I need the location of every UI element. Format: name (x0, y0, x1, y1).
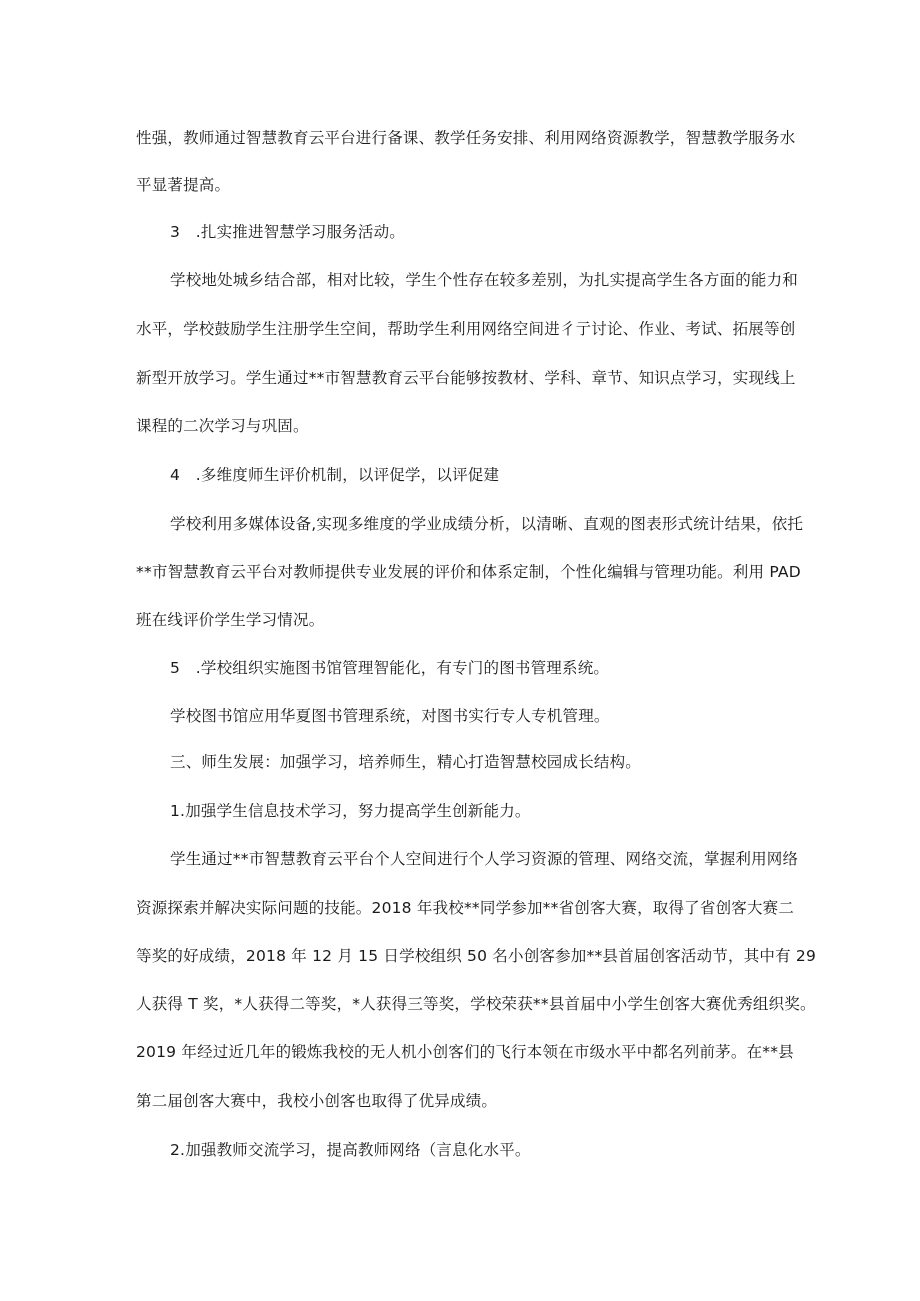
text-line: 平显著提高。 (136, 176, 231, 194)
section-heading: 2.加强教师交流学习，提高教师网络（言息化水平。 (170, 1141, 531, 1159)
section-heading: 三、师生发展：加强学习，培养师生，精心打造智慧校园成长结构。 (170, 753, 642, 771)
text-line: 水平，学校鼓励学生注册学生空间，帮助学生利用网络空间进彳亍讨论、作业、考试、拓展等创 (136, 320, 796, 338)
text-line: 学校图书馆应用华夏图书管理系统，对图书实行专人专机管理。 (170, 707, 610, 725)
text-line: 学校地处城乡结合部，相对比较，学生个性存在较多差别，为扎实提高学生各方面的能力和 (170, 271, 799, 289)
text-line: 新型开放学习。学生通过**市智慧教育云平台能够按教材、学科、章节、知识点学习，实现线上 (136, 369, 796, 387)
section-heading: 4 .多维度师生评价机制，以评促学，以评促建 (170, 466, 500, 484)
text-line: 2019 年经过近几年的锻炼我校的无人机小创客们的飞行本领在市级水平中都名列前茅。在**县 (136, 1043, 794, 1061)
text-line: 学校利用多媒体设备,实现多维度的学业成绩分析，以清晰、直观的图表形式统计结果，依托 (170, 515, 804, 533)
text-line: 资源探索并解决实际问题的技能。2018 年我校**同学参加**省创客大赛，取得了省创客大赛二 (136, 899, 795, 917)
section-heading: 5 .学校组织实施图书馆管理智能化，有专门的图书管理系统。 (170, 659, 610, 677)
section-heading: 1.加强学生信息技术学习，努力提高学生创新能力。 (170, 802, 531, 820)
text-line: 学生通过**市智慧教育云平台个人空间进行个人学习资源的管理、网络交流，掌握利用网络 (170, 850, 799, 868)
text-line: 等奖的好成绩，2018 年 12 月 15 日学校组织 50 名小创客参加**县首届创客活动节，其中有 29 (136, 947, 817, 965)
text-line: 第二届创客大赛中，我校小创客也取得了优异成绩。 (136, 1092, 498, 1110)
section-heading: 3 .扎实推进智慧学习服务活动。 (170, 223, 405, 241)
text-line: **市智慧教育云平台对教师提供专业发展的评价和体系定制，个性化编辑与管理功能。利用 PAD (136, 563, 801, 581)
text-line: 班在线评价学生学习情况。 (136, 611, 325, 629)
text-line: 人获得 T 奖，*人获得二等奖，*人获得三等奖，学校荣获**县首届中小学生创客大赛优秀组织奖。 (136, 995, 816, 1013)
text-line: 性强，教师通过智慧教育云平台进行备课、教学任务安排、利用网络资源教学，智慧教学服务水 (136, 129, 796, 147)
text-line: 课程的二次学习与巩固。 (136, 417, 309, 435)
